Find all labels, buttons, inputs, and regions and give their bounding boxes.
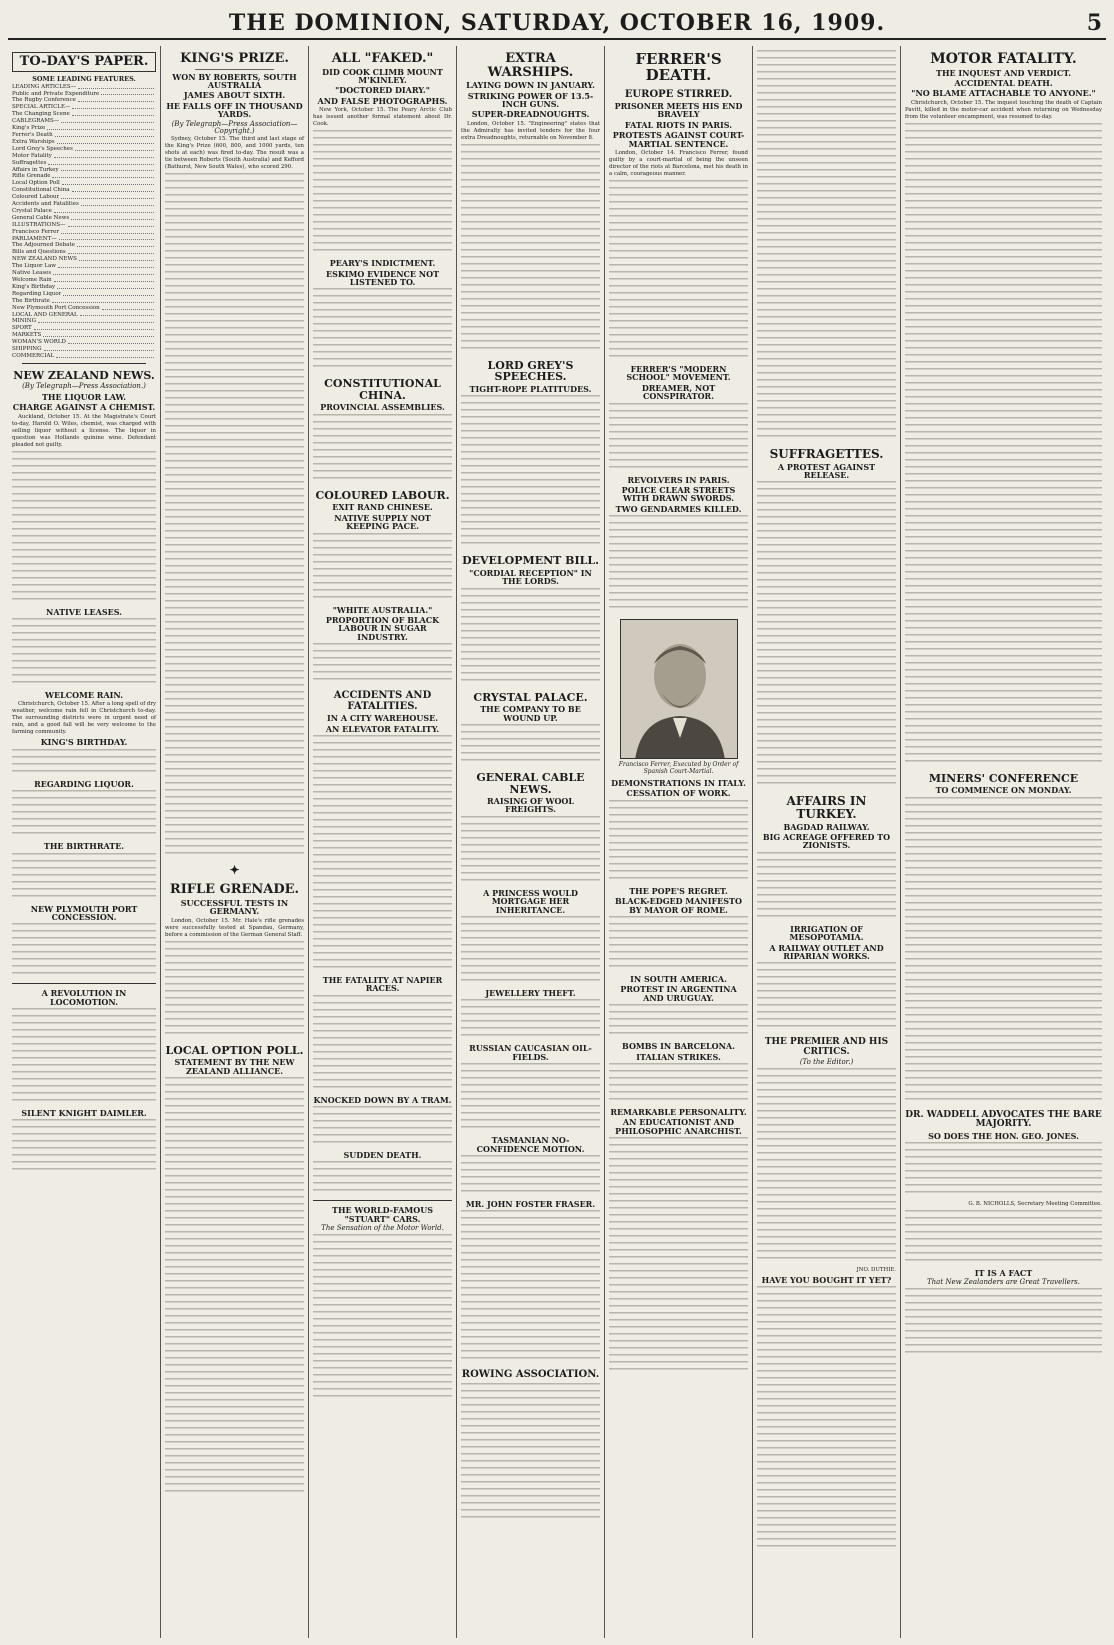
general-sub-3: RUSSIAN CAUCASIAN OIL-FIELDS. <box>469 1043 592 1062</box>
ferrer-bombs: BOMBS IN BARCELONA. <box>622 1041 735 1052</box>
turkey-sub3: IRRIGATION OF MESOPOTAMIA. <box>789 923 864 943</box>
body-text-block <box>609 403 748 473</box>
toc-entry: Crystal Palace <box>12 208 156 215</box>
devbill-sub: "CORDIAL RECEPTION" IN THE LORDS. <box>469 567 592 587</box>
columns <box>8 46 1106 1638</box>
toc-entry: MINING <box>12 318 156 325</box>
motor-sub2: ACCIDENTAL DEATH. <box>954 78 1053 89</box>
body-text-block <box>313 1106 452 1148</box>
waddell-heading: DR. WADDELL ADVOCATES THE BARE MAJORITY. <box>905 1109 1102 1130</box>
accidents-sub: IN A CITY WAREHOUSE. <box>327 713 438 724</box>
ferrer-sub2: PRISONER MEETS HIS END BRAVELY <box>614 101 743 120</box>
body-text-block <box>609 1004 748 1039</box>
general-sub-1: A PRINCESS WOULD MORTGAGE HER INHERITANCE. <box>483 887 578 915</box>
general-heading: GENERAL CABLE NEWS. <box>476 770 585 796</box>
peary-sub: ESKIMO EVIDENCE NOT LISTENED TO. <box>325 268 440 287</box>
nz-liquor-para: Auckland, October 15. At the Magistrate's Court to-day, Harold O. Wiles, chemist, was charged with selling liquor without a license. The liquor in question was Hollands quinine wine. Defendant pleaded not guilty. <box>12 413 156 448</box>
miners-heading: MINERS' CONFERENCE <box>928 771 1079 785</box>
body-text-block <box>461 816 600 886</box>
toc-entry: CABLEGRAMS— <box>12 118 156 125</box>
ferrer-revolvers: REVOLVERS IN PARIS. <box>627 474 730 485</box>
toc-entry: Bills and Questions <box>12 249 156 256</box>
option-sub: STATEMENT BY THE NEW ZEALAND ALLIANCE. <box>174 1057 295 1076</box>
kings-prize-heading: KING'S PRIZE. <box>180 51 289 66</box>
turkey-sub: BAGDAD RAILWAY. <box>783 821 870 832</box>
toc-heading: TO-DAY'S PAPER. <box>12 52 156 72</box>
premier-sign: JNO. DUTHIE. <box>856 1266 896 1273</box>
peary-heading: PEARY'S INDICTMENT. <box>329 258 436 269</box>
accidents-sub3: THE FATALITY AT NAPIER RACES. <box>322 974 443 994</box>
ferrer-strikes: ITALIAN STRIKES. <box>636 1051 721 1062</box>
ferrer-italy: DEMONSTRATIONS IN ITALY. <box>611 778 746 789</box>
toc-entry: WOMAN'S WORLD <box>12 339 156 346</box>
body-text-block <box>12 1119 156 1175</box>
toc-entry: COMMERCIAL <box>12 353 156 360</box>
kings-prize-sub2: JAMES ABOUT SIXTH. <box>183 90 286 101</box>
column-3 <box>308 46 456 1638</box>
body-text-block <box>905 1210 1102 1266</box>
suffragettes-heading: SUFFRAGETTES. <box>769 447 884 461</box>
warships-heading: EXTRA WARSHIPS. <box>487 51 574 80</box>
body-text-block <box>757 1286 896 1552</box>
nz-section-rain: WELCOME RAIN. <box>45 689 123 700</box>
miners-sub: TO COMMENCE ON MONDAY. <box>935 785 1072 796</box>
body-text-block <box>905 1142 1102 1198</box>
faked-sub: DID COOK CLIMB MOUNT M'KINLEY. <box>322 66 443 86</box>
toc-entry: SPORT <box>12 325 156 332</box>
toc-entry: Lord Grey's Speeches <box>12 146 156 153</box>
masthead-title: THE DOMINION, SATURDAY, OCTOBER 16, 1909. <box>228 10 886 36</box>
toc-entry: SHIPPING <box>12 346 156 353</box>
body-text-block <box>609 1137 748 1375</box>
body-text-block <box>905 797 1102 1105</box>
accidents-sub4: KNOCKED DOWN BY A TRAM. <box>313 1094 452 1105</box>
premier-heading: THE PREMIER AND HIS CRITICS. <box>764 1037 889 1057</box>
toc-entry: The Liquor Law <box>12 263 156 270</box>
ferrer-protest: PROTEST IN ARGENTINA AND URUGUAY. <box>620 984 737 1003</box>
body-text-block <box>165 941 304 1039</box>
body-text-block <box>313 643 452 685</box>
rifle-sub: SUCCESSFUL TESTS IN GERMANY. <box>180 897 289 917</box>
body-text-block <box>905 1288 1102 1358</box>
body-text-block <box>12 451 156 605</box>
china-sub: PROVINCIAL ASSEMBLIES. <box>320 402 445 413</box>
crystal-sub: THE COMPANY TO BE WOUND UP. <box>480 704 581 723</box>
masthead <box>8 6 1106 40</box>
toc-entry: Welcome Rain <box>12 277 156 284</box>
body-text-block <box>165 173 304 859</box>
toc-entry: Ferrer's Death <box>12 132 156 139</box>
ferrer-portrait <box>620 619 738 759</box>
body-text-block <box>757 1068 896 1264</box>
faked-heading: ALL "FAKED." <box>331 51 434 66</box>
fact-lead: That New Zealanders are Great Travellers. <box>926 1278 1080 1287</box>
turkey-sub4: A RAILWAY OUTLET AND RIPARIAN WORKS. <box>769 942 884 961</box>
labour-sub: EXIT RAND CHINESE. <box>332 502 433 513</box>
nz-news-heading: NEW ZEALAND NEWS. <box>13 368 155 382</box>
body-text-block <box>461 916 600 986</box>
toc-entry: ILLUSTRATIONS— <box>12 222 156 229</box>
body-text-block <box>609 916 748 972</box>
toc-entry: SPECIAL ARTICLE— <box>12 104 156 111</box>
ferrer-regret: THE POPE'S REGRET. <box>629 885 728 896</box>
faked-sub3: AND FALSE PHOTOGRAPHS. <box>317 95 448 106</box>
ferrer-sub: EUROPE STIRRED. <box>624 88 733 100</box>
ferrer-caption: Francisco Ferrer, Executed by Order of Spanish Court-Martial. <box>618 761 739 776</box>
toc-entry: General Cable News <box>12 215 156 222</box>
motor-heading: MOTOR FATALITY. <box>930 51 1077 67</box>
body-text-block <box>461 1383 600 1523</box>
nz-section-port: NEW PLYMOUTH PORT CONCESSION. <box>30 903 138 922</box>
accidents-heading: ACCIDENTS AND FATALITIES. <box>333 690 432 712</box>
general-sub-5: MR. JOHN FOSTER FRASER. <box>465 1198 596 1209</box>
toc-subheading: SOME LEADING FEATURES. <box>32 74 136 83</box>
warships-para: London, October 15. "Engineering" states that the Admiralty has invited tenders for the four extra Dreadnoughts, returnable on November 8. <box>461 120 600 141</box>
body-text-block <box>12 749 156 777</box>
stuart-lead: The Sensation of the Motor World. <box>321 1224 444 1233</box>
nz-section-native: NATIVE LEASES. <box>46 606 122 617</box>
newspaper-page <box>8 6 1106 1638</box>
body-text-block <box>313 288 452 372</box>
toc-entry: Extra Warships <box>12 139 156 146</box>
motor-sub: THE INQUEST AND VERDICT. <box>936 67 1071 78</box>
ferrer-heading: FERRER'S DEATH. <box>635 50 722 84</box>
body-text-block <box>12 1008 156 1106</box>
general-sub-4: TASMANIAN NO-CONFIDENCE MOTION. <box>476 1135 585 1154</box>
crystal-heading: CRYSTAL PALACE. <box>473 690 588 704</box>
ferrer-school: FERRER'S "MODERN SCHOOL" MOVEMENT. <box>626 363 731 383</box>
toc-entry: Public and Private Expenditure <box>12 91 156 98</box>
body-text-block <box>12 923 156 979</box>
body-text-block <box>313 735 452 973</box>
body-text-block <box>757 481 896 789</box>
toc-entry: King's Birthday <box>12 284 156 291</box>
nz-section-liquor: THE LIQUOR LAW. <box>41 391 127 402</box>
labour-sub2: NATIVE SUPPLY NOT KEEPING PACE. <box>334 512 431 532</box>
kings-prize-para: Sydney, October 15. The third and last stage of the King's Prize (600, 800, and 1000 yards, ten shots at each) was fired to-day. The result was a tie between Roberts (South Australia) and Kefford (Bathurst, New South Wales), who scored 290. <box>165 136 304 171</box>
ferrer-manifesto: BLACK-EDGED MANIFESTO BY MAYOR OF ROME. <box>615 896 742 915</box>
column-5 <box>604 46 752 1638</box>
body-text-block <box>165 1077 304 1497</box>
ferrer-para: London, October 14. Francisco Ferrer, found guilty by a court-martial of being the unseen director of the riots at Barcelona, met his death in a calm, courageous manner. <box>609 149 748 177</box>
nz-section-birthrate: THE BIRTHRATE. <box>43 841 125 852</box>
ferrer-gendarmes: TWO GENDARMES KILLED. <box>615 503 742 514</box>
body-text-block <box>12 853 156 902</box>
nz-section-regarding: REGARDING LIQUOR. <box>34 778 134 789</box>
ferrer-remarkable: REMARKABLE PERSONALITY. <box>610 1106 747 1117</box>
waddell-sub: SO DOES THE HON. GEO. JONES. <box>928 1130 1079 1141</box>
column-7 <box>900 46 1106 1638</box>
body-text-block <box>12 618 156 688</box>
option-heading: LOCAL OPTION POLL. <box>165 1043 304 1057</box>
toc-entry: King's Prize <box>12 125 156 132</box>
body-text-block <box>313 130 452 256</box>
general-sub-0: RAISING OF WOOL FREIGHTS. <box>486 796 575 815</box>
nz-section-chemist: CHARGE AGAINST A CHEMIST. <box>12 402 156 413</box>
waddell-sign: G. B. NICHOLLS, Secretary Meeting Committee. <box>968 1201 1102 1208</box>
warships-sub2: STRIKING POWER OF 13.5-INCH GUNS. <box>467 90 594 110</box>
nz-rain-para: Christchurch, October 15. After a long spell of dry weather, welcome rain fell in Christchurch to-day. The surrounding districts were in urgent need of rain, and a good fall will be very welcome to the farming community. <box>12 701 156 736</box>
ferrer-america: IN SOUTH AMERICA. <box>630 974 727 985</box>
column-2: KING'S PRIZE. WON BY ROBERTS, SOUTH AUSTRALIA JAMES ABOUT SIXTH. HE FALLS OFF IN THOUSAND YARDS. (By Telegraph—Press Association—Copyright.) Sydney, October 15. The third and last stage of the King's Prize (600, 800, and 1000 yards, ten shots at each) was fired to-day. The result was a tie between Roberts (South Australia) and Kefford (Bathurst, New South Wales), who scored 290. ✦ RIFLE GRENADE. SUCCESSFUL TESTS IN GERMANY. London, October 15. Mr. Hale's rifle grenades were successfully tested at Spandau, Germany, before a commission of the German General Staff. LOCAL OPTION POLL. STATEMENT BY THE NEW ZEALAND ALLIANCE. <box>160 46 308 1638</box>
turkey-heading: AFFAIRS IN TURKEY. <box>786 794 867 821</box>
accidents-sub2: AN ELEVATOR FATALITY. <box>325 723 440 734</box>
page-number: 5 <box>1086 10 1102 36</box>
grey-heading: LORD GREY'S SPEECHES. <box>487 358 574 384</box>
body-text-block <box>757 962 896 1032</box>
toc-entry: New Plymouth Port Concession <box>12 305 156 312</box>
nz-credit: (By Telegraph—Press Association.) <box>22 382 146 391</box>
body-text-block <box>461 1063 600 1133</box>
toc-list <box>12 84 156 360</box>
turkey-sub2: BIG ACREAGE OFFERED TO ZIONISTS. <box>762 831 891 851</box>
toc-entry: The Adjourned Debate <box>12 242 156 249</box>
body-text-block <box>757 50 896 442</box>
toc-entry: The Rugby Conference <box>12 97 156 104</box>
body-text-block <box>461 1155 600 1197</box>
toc-entry: PARLIAMENT— <box>12 236 156 243</box>
devbill-heading: DEVELOPMENT BILL. <box>462 554 599 568</box>
body-text-block <box>609 515 748 613</box>
general-sub-2: JEWELLERY THEFT. <box>485 988 576 999</box>
stuart-heading: THE WORLD-FAMOUS "STUART" CARS. <box>331 1205 434 1224</box>
kings-prize-sub3: HE FALLS OFF IN THOUSAND YARDS. <box>166 100 303 120</box>
body-text-block <box>313 995 452 1093</box>
body-text-block <box>461 395 600 549</box>
ferrer-sub3: FATAL RIOTS IN PARIS. <box>624 119 733 130</box>
ad-revolution: A REVOLUTION IN LOCOMOTION. <box>41 988 127 1007</box>
column-6 <box>752 46 900 1638</box>
toc-entry: Suffragettes <box>12 160 156 167</box>
motor-sub3: "NO BLAME ATTACHABLE TO ANYONE." <box>911 88 1096 99</box>
toc-entry: Native Leases <box>12 270 156 277</box>
body-text-block <box>461 588 600 686</box>
toc-entry: The Birthrate <box>12 298 156 305</box>
body-text-block <box>461 724 600 766</box>
accidents-sub5: SUDDEN DEATH. <box>343 1150 422 1161</box>
suffragettes-sub: A PROTEST AGAINST RELEASE. <box>777 461 876 480</box>
ferrer-police: POLICE CLEAR STREETS WITH DRAWN SWORDS. <box>621 484 736 504</box>
column-4 <box>456 46 604 1638</box>
toc-entry: The Changing Scene <box>12 111 156 118</box>
column-1 <box>8 46 160 1638</box>
body-text-block <box>609 1063 748 1105</box>
toc-entry: MARKETS <box>12 332 156 339</box>
body-text-block <box>313 1161 452 1196</box>
ferrer-dreamer: DREAMER, NOT CONSPIRATOR. <box>641 382 716 402</box>
china-heading: CONSTITUTIONAL CHINA. <box>324 377 441 402</box>
body-text-block <box>757 852 896 922</box>
warships-sub: LAYING DOWN IN JANUARY. <box>466 80 595 91</box>
faked-para: New York, October 15. The Peary Arctic Club has issued another formal statement about Dr. Cook. <box>313 107 452 128</box>
faked-sub2: "DOCTORED DIARY." <box>335 85 430 96</box>
body-text-block <box>313 414 452 484</box>
fact-heading: IT IS A FACT <box>974 1268 1033 1279</box>
body-text-block <box>313 1234 452 1402</box>
body-text-block <box>461 1210 600 1364</box>
warships-sub3: SUPER-DREADNOUGHTS. <box>471 109 590 120</box>
ferrer-cessation: CESSATION OF WORK. <box>626 788 731 799</box>
toc-entry: Affairs in Turkey <box>12 167 156 174</box>
toc-entry: Francisco Ferrer <box>12 229 156 236</box>
premier-sub: (To the Editor.) <box>799 1058 854 1067</box>
nz-section-birthday: KING'S BIRTHDAY. <box>40 737 128 748</box>
toc-entry: Motor Fatality <box>12 153 156 160</box>
toc-entry: LOCAL AND GENERAL <box>12 312 156 319</box>
toc-entry: NEW ZEALAND NEWS <box>12 256 156 263</box>
toc-entry: Local Option Poll <box>12 180 156 187</box>
toc-entry: Accidents and Fatalities <box>12 201 156 208</box>
bought-heading: HAVE YOU BOUGHT IT YET? <box>761 1274 892 1285</box>
ad-daimler: SILENT KNIGHT DAIMLER. <box>21 1108 147 1119</box>
toc-entry: LEADING ARTICLES— <box>12 84 156 91</box>
rowing-heading: ROWING ASSOCIATION. <box>461 1369 600 1381</box>
grey-sub: TIGHT-ROPE PLATITUDES. <box>469 383 592 394</box>
rifle-para: London, October 15. Mr. Hale's rifle grenades were successfully tested at Spandau, Germany, before a commission of the German General Staff. <box>165 917 304 938</box>
rifle-heading: RIFLE GRENADE. <box>169 882 300 898</box>
toc-entry: Coloured Labour <box>12 194 156 201</box>
toc-entry: Constitutional China <box>12 187 156 194</box>
toc-entry: Rifle Grenade <box>12 173 156 180</box>
body-text-block <box>313 533 452 603</box>
ferrer-sub4: PROTESTS AGAINST COURT-MARTIAL SENTENCE. <box>612 130 745 149</box>
body-text-block <box>461 999 600 1041</box>
body-text-block <box>609 800 748 884</box>
kings-prize-credit: (By Telegraph—Press Association—Copyright.) <box>171 119 298 135</box>
body-text-block <box>905 123 1102 767</box>
white-sub: PROPORTION OF BLACK LABOUR IN SUGAR INDUSTRY. <box>325 614 440 642</box>
labour-heading: COLOURED LABOUR. <box>315 488 450 502</box>
body-text-block <box>12 790 156 839</box>
kings-prize-sub: WON BY ROBERTS, SOUTH AUSTRALIA <box>172 71 297 91</box>
motor-para: Christchurch, October 15. The inquest touching the death of Captain Pavitt, killed in the motor-car accident when returning on Wednesday from the volunteer encampment, was resumed to-day. <box>905 99 1102 120</box>
toc-entry: Regarding Liquor <box>12 291 156 298</box>
ferrer-educ: AN EDUCATIONIST AND PHILOSOPHIC ANARCHIST. <box>615 1117 742 1136</box>
body-text-block <box>461 144 600 354</box>
white-heading: "WHITE AUSTRALIA." <box>332 604 433 615</box>
body-text-block <box>609 180 748 362</box>
